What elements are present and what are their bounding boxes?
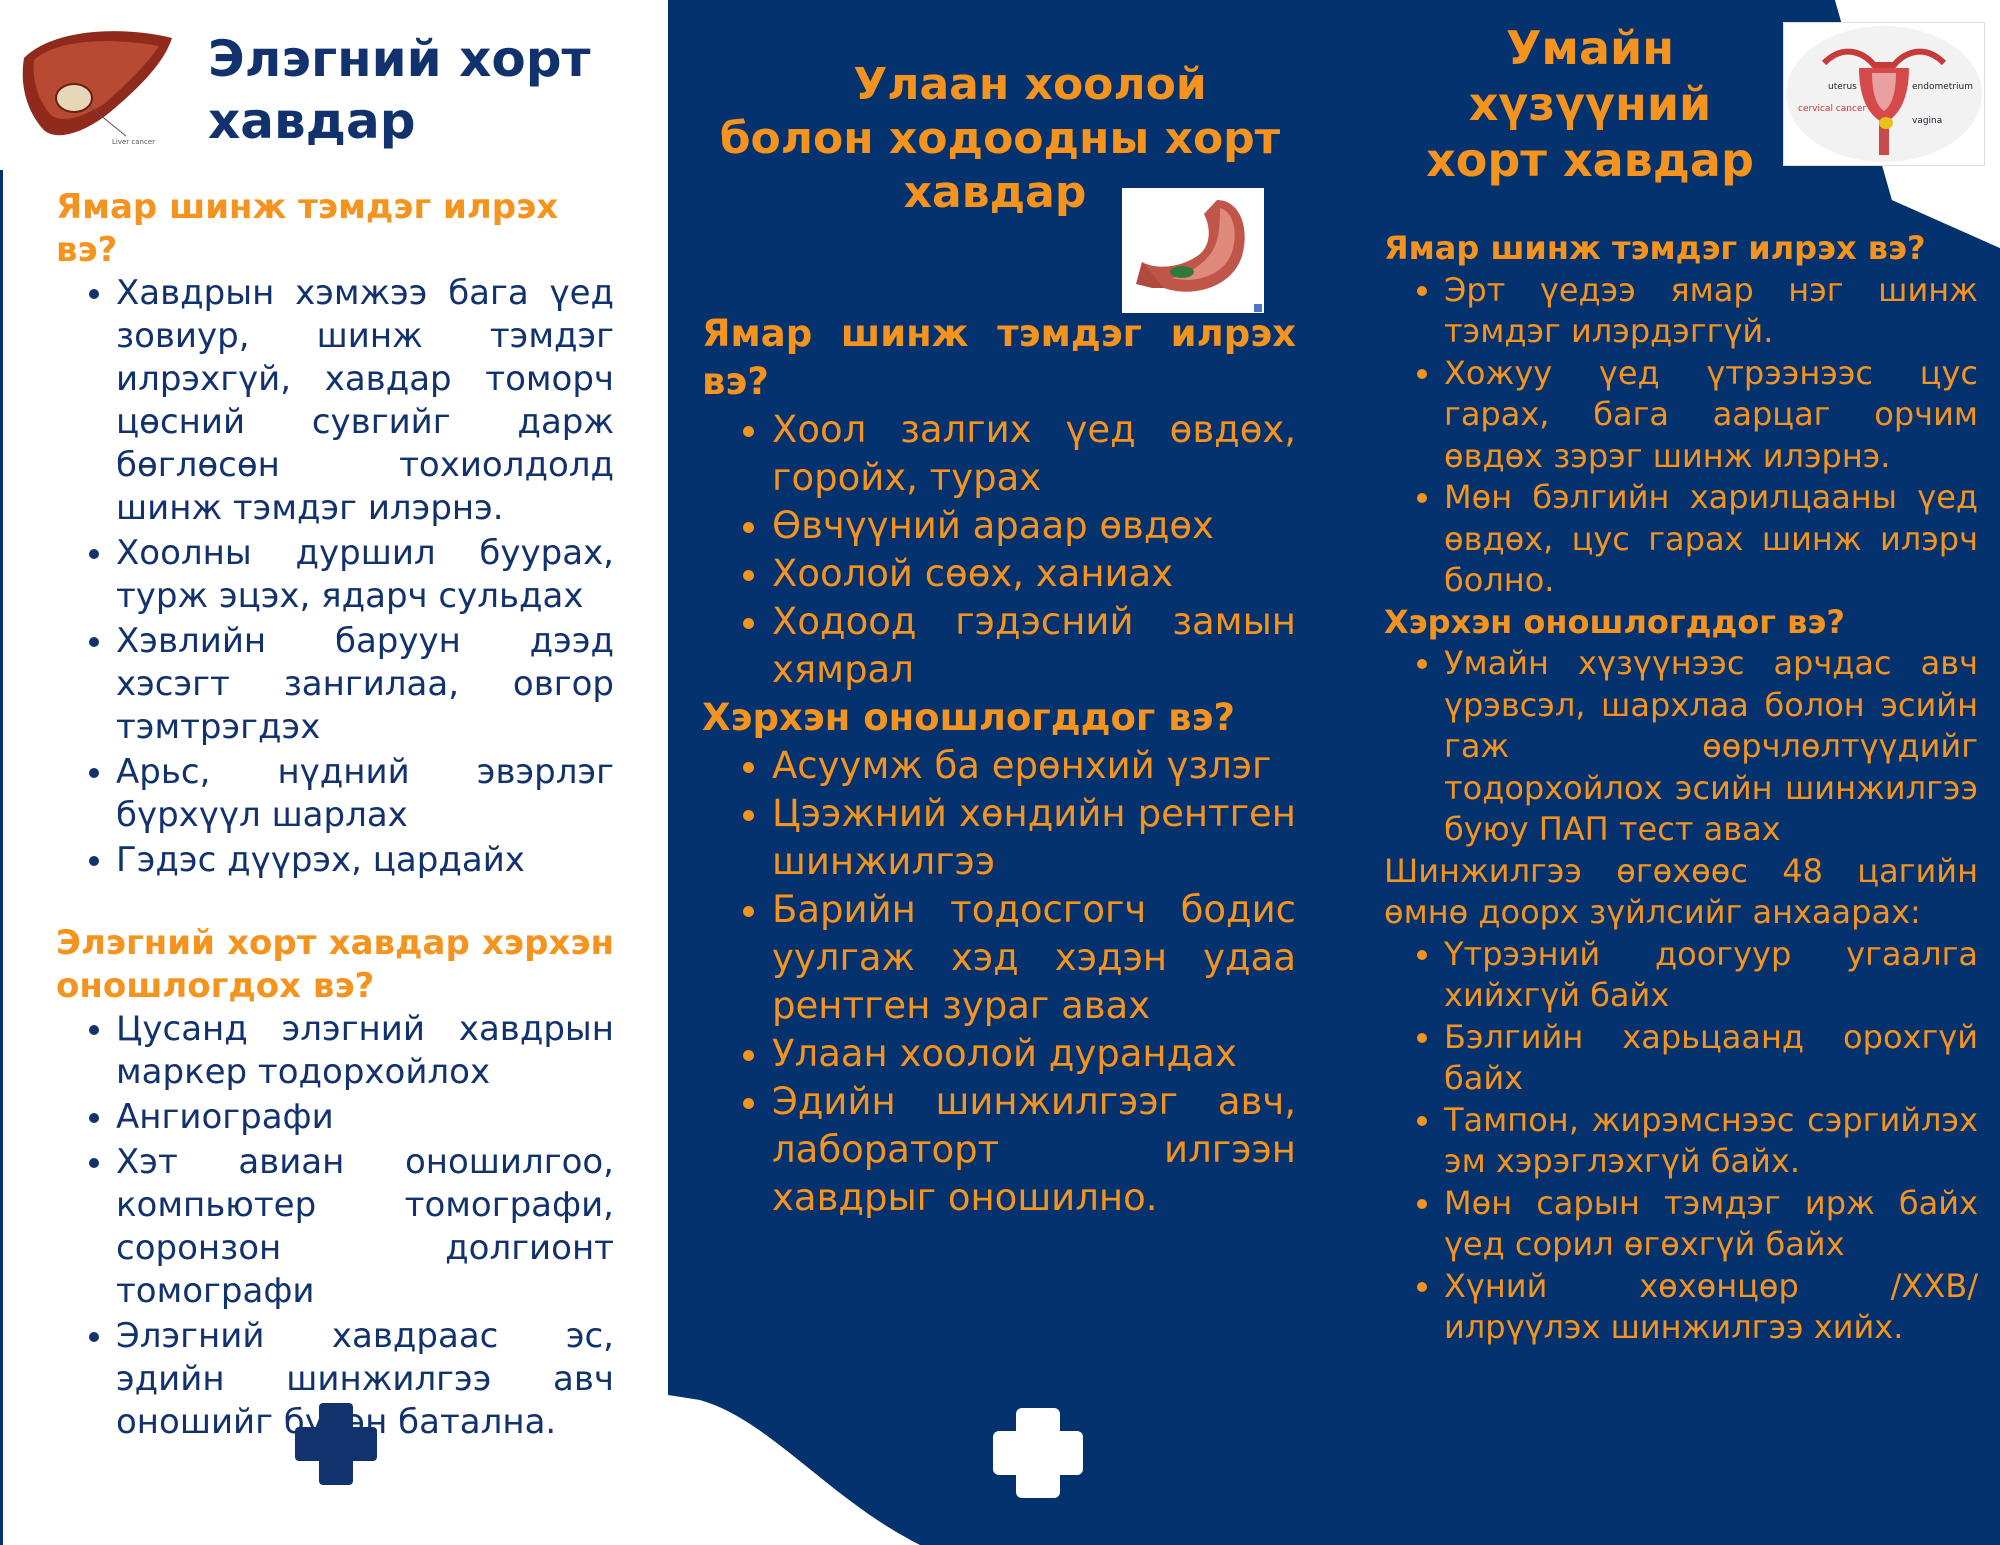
list-item: • Цээжний хөндийн рентген шинжилгээ	[772, 790, 1296, 886]
cervical-title-line2: хүзүүний	[1468, 77, 1712, 131]
uterus-image	[1783, 22, 1985, 166]
list-item: • Эрт үедээ ямар нэг шинж тэмдэг илэрдэггүй.	[1444, 270, 1978, 353]
cervical-diagnosis-list	[1384, 643, 1978, 851]
list-item: • Элэгний хавдраас эс, эдийн шинжилгээ авч оношийг бүрэн батална.	[116, 1315, 614, 1444]
cervical-prep-text: Шинжилгээ өгөхөөс 48 цагийн өмнө доорх зүйлсийг анхаарах:	[1384, 851, 1978, 931]
esophagus-title-line3: хавдар	[903, 167, 1087, 218]
list-item: • Улаан хоолой дурандах	[772, 1030, 1296, 1078]
esophagus-title-line1: Улаан хоолой	[853, 59, 1207, 110]
esophagus-column	[702, 310, 1296, 1222]
esophagus-diagnosis-heading: Хэрхэн оношлогддог вэ?	[702, 696, 1235, 739]
list-item: • Хавдрын хэмжээ бага үед зовиур, шинж тэмдэг илрэхгүй, хавдар томорч цөсний сувгийг дарж бөглөсөн тохиолдолд шинж тэмдэг илэрнэ.	[116, 272, 614, 530]
liver-column	[56, 186, 614, 1446]
cervical-symptoms-list	[1384, 270, 1978, 602]
esophagus-title-line2: болон ходоодны хорт	[719, 113, 1281, 164]
esophagus-diagnosis-list	[702, 742, 1296, 1222]
list-item: • Хүний хөхөнцөр /ХХВ/ илрүүлэх шинжилгээ хийх.	[1444, 1266, 1978, 1349]
list-item: • Ангиографи	[116, 1096, 614, 1139]
list-item: • Хэт авиан оношилгоо, компьютер томографи, соронзон долгионт томографи	[116, 1141, 614, 1313]
list-item: • Хожуу үед үтрээнээс цус гарах, бага аарцаг орчим өвдөх зэрэг шинж илэрнэ.	[1444, 353, 1978, 478]
list-item: • Эдийн шинжилгээг авч, лабораторт илгээн хавдрыг оношилно.	[772, 1078, 1296, 1222]
list-item: • Өвчүүний араар өвдөх	[772, 502, 1296, 550]
cervical-prep-list	[1384, 934, 1978, 1349]
liver-diagnosis-heading: Элэгний хорт хавдар хэрхэн оношлогдох вэ?	[56, 923, 614, 1006]
list-item: • Гэдэс дүүрэх, цардайх	[116, 839, 614, 882]
svg-text:endometrium: endometrium	[1912, 82, 1973, 92]
svg-text:cervical cancer: cervical cancer	[1798, 104, 1867, 114]
list-item: • Асуумж ба ерөнхий үзлэг	[772, 742, 1296, 790]
liver-symptoms-heading: Ямар шинж тэмдэг илрэх вэ?	[56, 187, 559, 270]
list-item: • Мөн сарын тэмдэг ирж байх үед сорил өгөхгүй байх	[1444, 1183, 1978, 1266]
cervical-column	[1384, 228, 1978, 1349]
svg-text:vagina: vagina	[1912, 116, 1943, 126]
left-edge-navy-strip	[0, 170, 3, 1545]
svg-text:Liver cancer: Liver cancer	[112, 138, 156, 146]
list-item: • Барийн тодосгогч бодис уулгаж хэд хэдэн удаа рентген зураг авах	[772, 886, 1296, 1030]
liver-title: Элэгний хорт хавдар	[208, 30, 591, 150]
list-item: • Үтрээний доогуур угаалга хийхгүй байх	[1444, 934, 1978, 1017]
list-item: • Хоолны дуршил буурах, турж эцэх, ядарч сульдах	[116, 532, 614, 618]
cervical-title-line1: Умайн	[1505, 21, 1675, 75]
list-item: • Хоол залгих үед өвдөх, горойх, турах	[772, 406, 1296, 502]
list-item: • Мөн бэлгийн харилцааны үед өвдөх, цус гарах шинж илэрч болно.	[1444, 477, 1978, 602]
cervical-title-line3: хорт хавдар	[1426, 133, 1754, 187]
svg-text:uterus: uterus	[1828, 82, 1857, 92]
list-item: • Умайн хүзүүнээс арчдас авч үрэвсэл, шархлаа болон эсийн гаж өөрчлөлтүүдийг тодорхойлох эсийн шинжилгээ буюу ПАП тест авах	[1444, 643, 1978, 851]
esophagus-symptoms-heading: Ямар шинж тэмдэг илрэх вэ?	[702, 312, 1296, 403]
list-item: • Арьс, нүдний эвэрлэг бүрхүүл шарлах	[116, 751, 614, 837]
liver-symptoms-list	[56, 272, 614, 882]
stomach-image	[1122, 188, 1264, 313]
list-item: • Тампон, жирэмснээс сэргийлэх эм хэрэглэхгүй байх.	[1444, 1100, 1978, 1183]
list-item: • Бэлгийн харьцаанд орохгүй байх	[1444, 1017, 1978, 1100]
liver-image	[14, 18, 179, 148]
liver-diagnosis-list	[56, 1008, 614, 1444]
cervical-diagnosis-heading: Хэрхэн оношлогддог вэ?	[1384, 602, 1845, 641]
list-item: • Ходоод гэдэсний замын хямрал	[772, 598, 1296, 694]
list-item: • Хоолой сөөх, ханиах	[772, 550, 1296, 598]
esophagus-symptoms-list	[702, 406, 1296, 694]
list-item: • Хэвлийн баруун дээд хэсэгт зангилаа, овгор тэмтрэгдэх	[116, 620, 614, 749]
cervical-symptoms-heading: Ямар шинж тэмдэг илрэх вэ?	[1384, 229, 1926, 267]
list-item: • Цусанд элэгний хавдрын маркер тодорхойлох	[116, 1008, 614, 1094]
